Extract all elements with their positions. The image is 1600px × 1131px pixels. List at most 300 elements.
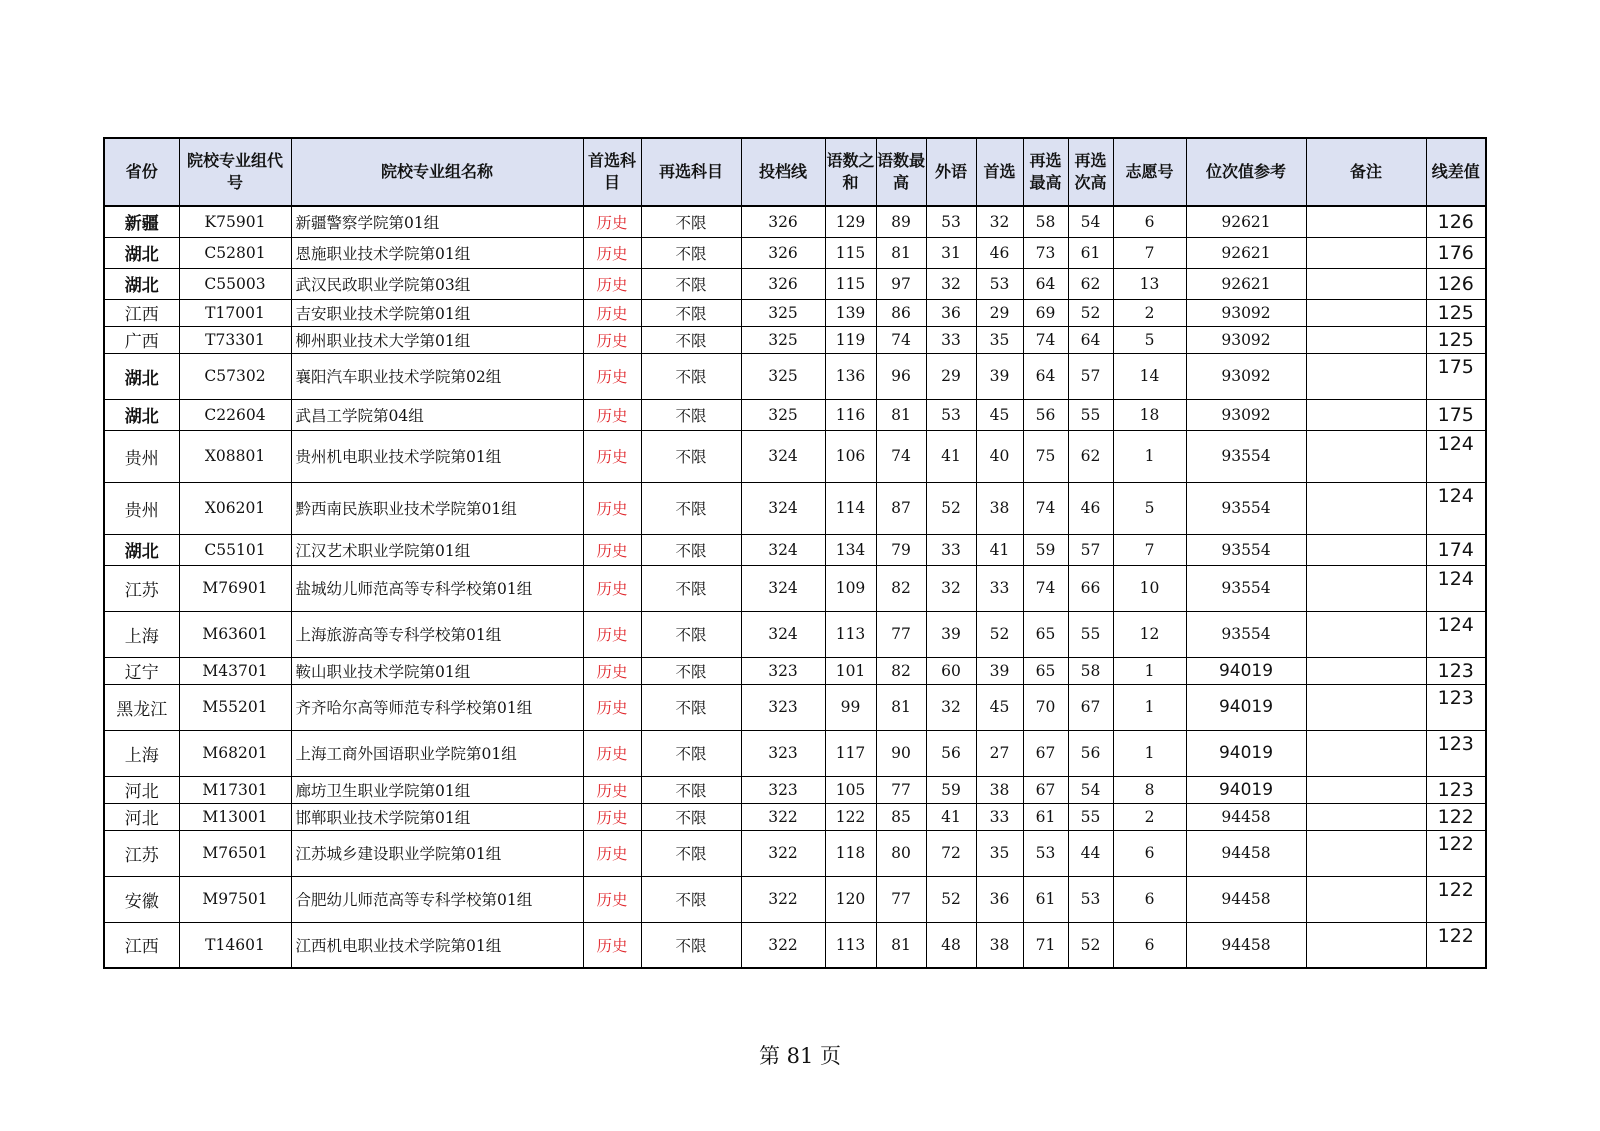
reselect-max-cell: 71 — [1023, 922, 1068, 968]
province-cell: 湖北 — [104, 353, 179, 399]
first-subject-score-cell: 45 — [976, 684, 1023, 730]
first-subject-score-cell: 36 — [976, 876, 1023, 922]
first-subject-cell: 历史 — [583, 876, 641, 922]
foreign-language-cell: 29 — [926, 353, 976, 399]
table-row — [104, 353, 1486, 399]
reselect-max-cell: 61 — [1023, 876, 1068, 922]
foreign-language-cell: 33 — [926, 534, 976, 565]
chinese-math-max-cell: 81 — [876, 399, 926, 430]
line-difference-cell: 122 — [1426, 876, 1486, 922]
reselect-max-cell: 69 — [1023, 299, 1068, 326]
first-subject-score-cell: 27 — [976, 730, 1023, 776]
chinese-math-max-cell: 81 — [876, 237, 926, 268]
group-code-cell: M97501 — [179, 876, 291, 922]
reselect-max-cell: 65 — [1023, 657, 1068, 684]
province-cell: 安徽 — [104, 876, 179, 922]
group-name-cell: 廊坊卫生职业学院第01组 — [291, 776, 583, 803]
rank-reference-cell: 94019 — [1186, 684, 1306, 730]
wish-number-cell: 13 — [1113, 268, 1186, 299]
first-subject-cell: 历史 — [583, 299, 641, 326]
first-subject-score-cell: 45 — [976, 399, 1023, 430]
rank-reference-cell: 93092 — [1186, 299, 1306, 326]
province-cell: 江西 — [104, 299, 179, 326]
wish-number-cell: 6 — [1113, 876, 1186, 922]
chinese-math-sum-cell: 116 — [825, 399, 876, 430]
chinese-math-max-cell: 77 — [876, 876, 926, 922]
rank-reference-cell: 94458 — [1186, 830, 1306, 876]
group-name-cell: 武汉民政职业学院第03组 — [291, 268, 583, 299]
reselect-second-cell: 52 — [1068, 922, 1113, 968]
admission-table — [103, 137, 1487, 969]
foreign-language-cell: 53 — [926, 206, 976, 237]
rank-reference-cell: 93554 — [1186, 565, 1306, 611]
column-header: 首选 — [976, 138, 1023, 206]
reselect-second-cell: 44 — [1068, 830, 1113, 876]
foreign-language-cell: 60 — [926, 657, 976, 684]
first-subject-cell: 历史 — [583, 268, 641, 299]
reselect-second-cell: 64 — [1068, 326, 1113, 353]
reselect-max-cell: 67 — [1023, 730, 1068, 776]
wish-number-cell: 2 — [1113, 299, 1186, 326]
line-difference-cell: 175 — [1426, 353, 1486, 399]
reselect-second-cell: 62 — [1068, 430, 1113, 482]
reselect-max-cell: 74 — [1023, 482, 1068, 534]
first-subject-cell: 历史 — [583, 565, 641, 611]
chinese-math-max-cell: 81 — [876, 922, 926, 968]
second-subject-cell: 不限 — [641, 206, 741, 237]
column-header: 语数之和 — [825, 138, 876, 206]
rank-reference-cell: 94458 — [1186, 803, 1306, 830]
chinese-math-max-cell: 79 — [876, 534, 926, 565]
group-code-cell: C57302 — [179, 353, 291, 399]
second-subject-cell: 不限 — [641, 803, 741, 830]
group-name-cell: 上海工商外国语职业学院第01组 — [291, 730, 583, 776]
chinese-math-max-cell: 82 — [876, 657, 926, 684]
foreign-language-cell: 32 — [926, 684, 976, 730]
wish-number-cell: 12 — [1113, 611, 1186, 657]
group-code-cell: M76901 — [179, 565, 291, 611]
province-cell: 广西 — [104, 326, 179, 353]
rank-reference-cell: 93554 — [1186, 430, 1306, 482]
column-header: 省份 — [104, 138, 179, 206]
second-subject-cell: 不限 — [641, 730, 741, 776]
province-cell: 江苏 — [104, 565, 179, 611]
line-difference-cell: 124 — [1426, 430, 1486, 482]
reselect-second-cell: 55 — [1068, 611, 1113, 657]
cutoff-line-cell: 323 — [741, 730, 825, 776]
foreign-language-cell: 36 — [926, 299, 976, 326]
cutoff-line-cell: 325 — [741, 353, 825, 399]
table-row — [104, 399, 1486, 430]
column-header: 备注 — [1306, 138, 1426, 206]
table-row — [104, 326, 1486, 353]
reselect-second-cell: 53 — [1068, 876, 1113, 922]
cutoff-line-cell: 326 — [741, 237, 825, 268]
second-subject-cell: 不限 — [641, 611, 741, 657]
first-subject-cell: 历史 — [583, 611, 641, 657]
first-subject-cell: 历史 — [583, 830, 641, 876]
chinese-math-sum-cell: 117 — [825, 730, 876, 776]
second-subject-cell: 不限 — [641, 534, 741, 565]
cutoff-line-cell: 326 — [741, 206, 825, 237]
chinese-math-max-cell: 86 — [876, 299, 926, 326]
note-cell — [1306, 730, 1426, 776]
group-code-cell: T17001 — [179, 299, 291, 326]
note-cell — [1306, 299, 1426, 326]
cutoff-line-cell: 323 — [741, 657, 825, 684]
province-cell: 河北 — [104, 776, 179, 803]
reselect-max-cell: 61 — [1023, 803, 1068, 830]
first-subject-cell: 历史 — [583, 326, 641, 353]
wish-number-cell: 18 — [1113, 399, 1186, 430]
chinese-math-sum-cell: 101 — [825, 657, 876, 684]
cutoff-line-cell: 325 — [741, 326, 825, 353]
line-difference-cell: 122 — [1426, 922, 1486, 968]
note-cell — [1306, 611, 1426, 657]
first-subject-cell: 历史 — [583, 206, 641, 237]
page-number: 第 81 页 — [758, 1044, 842, 1068]
note-cell — [1306, 326, 1426, 353]
first-subject-cell: 历史 — [583, 482, 641, 534]
chinese-math-sum-cell: 118 — [825, 830, 876, 876]
second-subject-cell: 不限 — [641, 399, 741, 430]
foreign-language-cell: 32 — [926, 268, 976, 299]
line-difference-cell: 124 — [1426, 565, 1486, 611]
group-code-cell: C52801 — [179, 237, 291, 268]
group-code-cell: T73301 — [179, 326, 291, 353]
cutoff-line-cell: 324 — [741, 430, 825, 482]
second-subject-cell: 不限 — [641, 326, 741, 353]
group-code-cell: K75901 — [179, 206, 291, 237]
group-code-cell: M76501 — [179, 830, 291, 876]
group-code-cell: C22604 — [179, 399, 291, 430]
reselect-second-cell: 46 — [1068, 482, 1113, 534]
column-header: 语数最高 — [876, 138, 926, 206]
reselect-max-cell: 53 — [1023, 830, 1068, 876]
note-cell — [1306, 482, 1426, 534]
table-row — [104, 299, 1486, 326]
cutoff-line-cell: 322 — [741, 876, 825, 922]
column-header: 再选次高 — [1068, 138, 1113, 206]
first-subject-score-cell: 38 — [976, 776, 1023, 803]
foreign-language-cell: 39 — [926, 611, 976, 657]
cutoff-line-cell: 322 — [741, 830, 825, 876]
group-name-cell: 江西机电职业技术学院第01组 — [291, 922, 583, 968]
table-row — [104, 684, 1486, 730]
first-subject-cell: 历史 — [583, 803, 641, 830]
group-name-cell: 黔西南民族职业技术学院第01组 — [291, 482, 583, 534]
reselect-max-cell: 74 — [1023, 326, 1068, 353]
table-row — [104, 830, 1486, 876]
reselect-second-cell: 54 — [1068, 776, 1113, 803]
province-cell: 黑龙江 — [104, 684, 179, 730]
column-header: 首选科目 — [583, 138, 641, 206]
wish-number-cell: 5 — [1113, 482, 1186, 534]
group-name-cell: 恩施职业技术学院第01组 — [291, 237, 583, 268]
cutoff-line-cell: 324 — [741, 534, 825, 565]
province-cell: 上海 — [104, 611, 179, 657]
first-subject-cell: 历史 — [583, 534, 641, 565]
chinese-math-sum-cell: 113 — [825, 922, 876, 968]
reselect-second-cell: 56 — [1068, 730, 1113, 776]
rank-reference-cell: 93554 — [1186, 482, 1306, 534]
column-header: 投档线 — [741, 138, 825, 206]
wish-number-cell: 1 — [1113, 730, 1186, 776]
province-cell: 湖北 — [104, 268, 179, 299]
second-subject-cell: 不限 — [641, 430, 741, 482]
line-difference-cell: 123 — [1426, 657, 1486, 684]
table-header — [104, 138, 1486, 206]
second-subject-cell: 不限 — [641, 830, 741, 876]
chinese-math-max-cell: 77 — [876, 776, 926, 803]
chinese-math-sum-cell: 99 — [825, 684, 876, 730]
chinese-math-sum-cell: 115 — [825, 268, 876, 299]
note-cell — [1306, 876, 1426, 922]
table-row — [104, 657, 1486, 684]
group-code-cell: X08801 — [179, 430, 291, 482]
rank-reference-cell: 94019 — [1186, 730, 1306, 776]
group-code-cell: M68201 — [179, 730, 291, 776]
note-cell — [1306, 353, 1426, 399]
note-cell — [1306, 565, 1426, 611]
first-subject-cell: 历史 — [583, 657, 641, 684]
reselect-max-cell: 67 — [1023, 776, 1068, 803]
table-row — [104, 268, 1486, 299]
line-difference-cell: 122 — [1426, 803, 1486, 830]
second-subject-cell: 不限 — [641, 353, 741, 399]
chinese-math-max-cell: 74 — [876, 326, 926, 353]
group-code-cell: M43701 — [179, 657, 291, 684]
second-subject-cell: 不限 — [641, 299, 741, 326]
group-code-cell: M13001 — [179, 803, 291, 830]
column-header: 院校专业组名称 — [291, 138, 583, 206]
chinese-math-sum-cell: 134 — [825, 534, 876, 565]
province-cell: 贵州 — [104, 482, 179, 534]
cutoff-line-cell: 323 — [741, 684, 825, 730]
group-code-cell: M63601 — [179, 611, 291, 657]
line-difference-cell: 125 — [1426, 299, 1486, 326]
cutoff-line-cell: 322 — [741, 803, 825, 830]
province-cell: 新疆 — [104, 206, 179, 237]
first-subject-cell: 历史 — [583, 922, 641, 968]
reselect-max-cell: 59 — [1023, 534, 1068, 565]
table-row — [104, 876, 1486, 922]
reselect-max-cell: 74 — [1023, 565, 1068, 611]
table-row — [104, 482, 1486, 534]
column-header: 线差值 — [1426, 138, 1486, 206]
rank-reference-cell: 93554 — [1186, 534, 1306, 565]
chinese-math-sum-cell: 106 — [825, 430, 876, 482]
column-header: 位次值参考 — [1186, 138, 1306, 206]
foreign-language-cell: 41 — [926, 803, 976, 830]
note-cell — [1306, 268, 1426, 299]
chinese-math-max-cell: 77 — [876, 611, 926, 657]
chinese-math-sum-cell: 129 — [825, 206, 876, 237]
reselect-second-cell: 61 — [1068, 237, 1113, 268]
province-cell: 湖北 — [104, 534, 179, 565]
province-cell: 江苏 — [104, 830, 179, 876]
wish-number-cell: 1 — [1113, 684, 1186, 730]
first-subject-cell: 历史 — [583, 430, 641, 482]
chinese-math-max-cell: 89 — [876, 206, 926, 237]
note-cell — [1306, 803, 1426, 830]
foreign-language-cell: 41 — [926, 430, 976, 482]
first-subject-score-cell: 46 — [976, 237, 1023, 268]
reselect-second-cell: 67 — [1068, 684, 1113, 730]
cutoff-line-cell: 325 — [741, 399, 825, 430]
reselect-second-cell: 55 — [1068, 399, 1113, 430]
province-cell: 上海 — [104, 730, 179, 776]
reselect-second-cell: 66 — [1068, 565, 1113, 611]
line-difference-cell: 174 — [1426, 534, 1486, 565]
foreign-language-cell: 31 — [926, 237, 976, 268]
wish-number-cell: 8 — [1113, 776, 1186, 803]
reselect-max-cell: 65 — [1023, 611, 1068, 657]
wish-number-cell: 7 — [1113, 237, 1186, 268]
reselect-max-cell: 64 — [1023, 268, 1068, 299]
group-code-cell: C55003 — [179, 268, 291, 299]
second-subject-cell: 不限 — [641, 776, 741, 803]
wish-number-cell: 14 — [1113, 353, 1186, 399]
reselect-second-cell: 57 — [1068, 353, 1113, 399]
first-subject-score-cell: 39 — [976, 353, 1023, 399]
table-row — [104, 534, 1486, 565]
group-name-cell: 吉安职业技术学院第01组 — [291, 299, 583, 326]
note-cell — [1306, 430, 1426, 482]
chinese-math-sum-cell: 115 — [825, 237, 876, 268]
group-name-cell: 上海旅游高等专科学校第01组 — [291, 611, 583, 657]
chinese-math-sum-cell: 105 — [825, 776, 876, 803]
column-header: 再选科目 — [641, 138, 741, 206]
reselect-max-cell: 64 — [1023, 353, 1068, 399]
group-name-cell: 盐城幼儿师范高等专科学校第01组 — [291, 565, 583, 611]
foreign-language-cell: 52 — [926, 876, 976, 922]
table-row — [104, 206, 1486, 237]
chinese-math-max-cell: 81 — [876, 684, 926, 730]
cutoff-line-cell: 326 — [741, 268, 825, 299]
chinese-math-sum-cell: 122 — [825, 803, 876, 830]
rank-reference-cell: 93092 — [1186, 399, 1306, 430]
line-difference-cell: 125 — [1426, 326, 1486, 353]
table-row — [104, 430, 1486, 482]
foreign-language-cell: 48 — [926, 922, 976, 968]
rank-reference-cell: 93092 — [1186, 353, 1306, 399]
table-row — [104, 730, 1486, 776]
table-row — [104, 237, 1486, 268]
line-difference-cell: 123 — [1426, 684, 1486, 730]
line-difference-cell: 124 — [1426, 482, 1486, 534]
group-code-cell: C55101 — [179, 534, 291, 565]
note-cell — [1306, 776, 1426, 803]
group-name-cell: 柳州职业技术大学第01组 — [291, 326, 583, 353]
group-name-cell: 江汉艺术职业学院第01组 — [291, 534, 583, 565]
chinese-math-max-cell: 74 — [876, 430, 926, 482]
wish-number-cell: 2 — [1113, 803, 1186, 830]
second-subject-cell: 不限 — [641, 268, 741, 299]
reselect-max-cell: 75 — [1023, 430, 1068, 482]
rank-reference-cell: 94458 — [1186, 876, 1306, 922]
first-subject-cell: 历史 — [583, 684, 641, 730]
first-subject-score-cell: 53 — [976, 268, 1023, 299]
foreign-language-cell: 53 — [926, 399, 976, 430]
province-cell: 湖北 — [104, 237, 179, 268]
table-row — [104, 611, 1486, 657]
wish-number-cell: 1 — [1113, 657, 1186, 684]
first-subject-score-cell: 38 — [976, 482, 1023, 534]
cutoff-line-cell: 325 — [741, 299, 825, 326]
province-cell: 贵州 — [104, 430, 179, 482]
first-subject-cell: 历史 — [583, 237, 641, 268]
table-body — [104, 206, 1486, 968]
rank-reference-cell: 93092 — [1186, 326, 1306, 353]
group-name-cell: 合肥幼儿师范高等专科学校第01组 — [291, 876, 583, 922]
first-subject-score-cell: 40 — [976, 430, 1023, 482]
cutoff-line-cell: 324 — [741, 611, 825, 657]
line-difference-cell: 126 — [1426, 206, 1486, 237]
reselect-max-cell: 70 — [1023, 684, 1068, 730]
reselect-second-cell: 52 — [1068, 299, 1113, 326]
foreign-language-cell: 56 — [926, 730, 976, 776]
group-code-cell: M17301 — [179, 776, 291, 803]
group-name-cell: 新疆警察学院第01组 — [291, 206, 583, 237]
note-cell — [1306, 922, 1426, 968]
chinese-math-max-cell: 87 — [876, 482, 926, 534]
note-cell — [1306, 684, 1426, 730]
group-name-cell: 贵州机电职业技术学院第01组 — [291, 430, 583, 482]
chinese-math-max-cell: 80 — [876, 830, 926, 876]
reselect-max-cell: 58 — [1023, 206, 1068, 237]
column-header: 院校专业组代号 — [179, 138, 291, 206]
foreign-language-cell: 33 — [926, 326, 976, 353]
chinese-math-sum-cell: 109 — [825, 565, 876, 611]
first-subject-score-cell: 52 — [976, 611, 1023, 657]
reselect-second-cell: 58 — [1068, 657, 1113, 684]
chinese-math-sum-cell: 114 — [825, 482, 876, 534]
wish-number-cell: 1 — [1113, 430, 1186, 482]
chinese-math-sum-cell: 120 — [825, 876, 876, 922]
cutoff-line-cell: 323 — [741, 776, 825, 803]
reselect-second-cell: 54 — [1068, 206, 1113, 237]
note-cell — [1306, 237, 1426, 268]
second-subject-cell: 不限 — [641, 684, 741, 730]
second-subject-cell: 不限 — [641, 565, 741, 611]
group-name-cell: 江苏城乡建设职业学院第01组 — [291, 830, 583, 876]
rank-reference-cell: 92621 — [1186, 237, 1306, 268]
first-subject-cell: 历史 — [583, 730, 641, 776]
group-name-cell: 襄阳汽车职业技术学院第02组 — [291, 353, 583, 399]
group-code-cell: X06201 — [179, 482, 291, 534]
wish-number-cell: 10 — [1113, 565, 1186, 611]
group-name-cell: 齐齐哈尔高等师范专科学校第01组 — [291, 684, 583, 730]
province-cell: 辽宁 — [104, 657, 179, 684]
foreign-language-cell: 52 — [926, 482, 976, 534]
foreign-language-cell: 72 — [926, 830, 976, 876]
rank-reference-cell: 94019 — [1186, 657, 1306, 684]
cutoff-line-cell: 324 — [741, 482, 825, 534]
table-row — [104, 922, 1486, 968]
reselect-second-cell: 55 — [1068, 803, 1113, 830]
group-code-cell: T14601 — [179, 922, 291, 968]
rank-reference-cell: 92621 — [1186, 206, 1306, 237]
line-difference-cell: 175 — [1426, 399, 1486, 430]
chinese-math-sum-cell: 119 — [825, 326, 876, 353]
note-cell — [1306, 657, 1426, 684]
note-cell — [1306, 830, 1426, 876]
first-subject-cell: 历史 — [583, 776, 641, 803]
first-subject-score-cell: 33 — [976, 803, 1023, 830]
table-row — [104, 803, 1486, 830]
group-name-cell: 邯郸职业技术学院第01组 — [291, 803, 583, 830]
